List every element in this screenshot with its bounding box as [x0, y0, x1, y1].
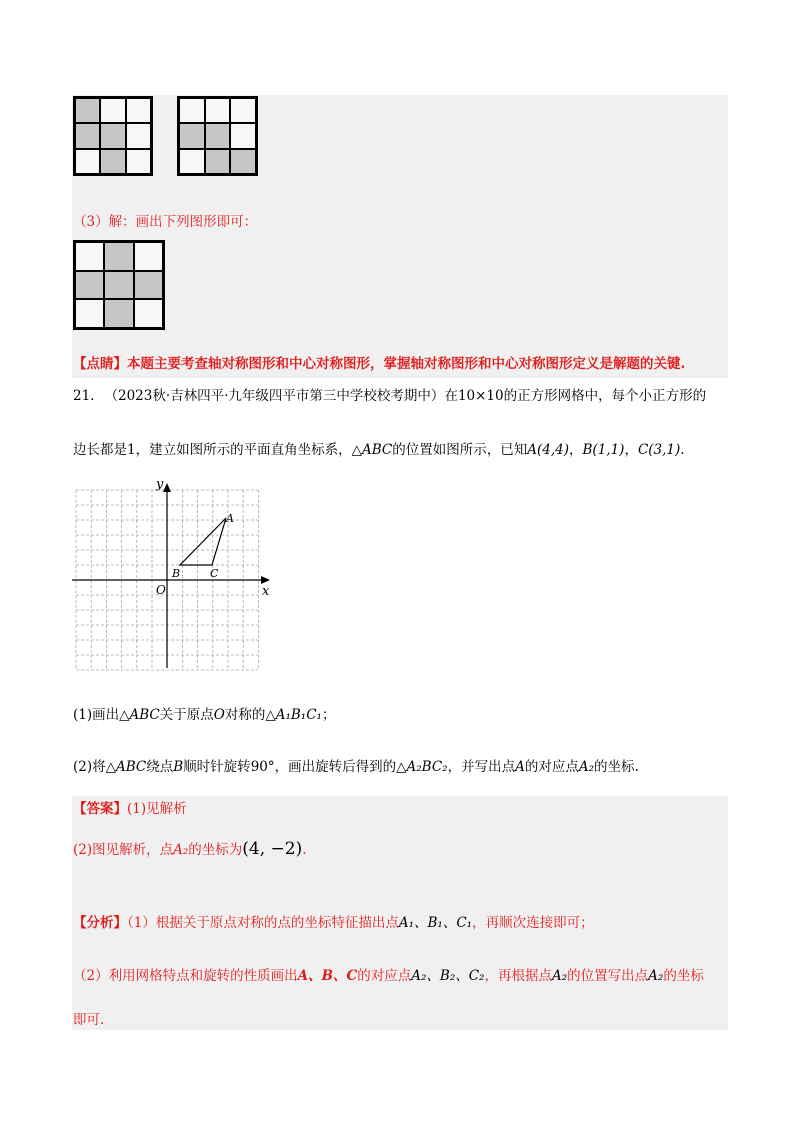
grid-cell-shaded — [104, 271, 133, 300]
grid-cell-shaded — [230, 149, 256, 174]
grid-cell — [230, 123, 256, 148]
grid-cell — [134, 242, 163, 271]
x-axis-arrow — [261, 576, 270, 584]
answer-line-2: (2)图见解析，点A₂的坐标为(4, −2). — [73, 839, 307, 859]
grid-cell — [205, 98, 231, 123]
grid-cell-shaded — [100, 149, 125, 174]
grid-cell — [75, 242, 104, 271]
grid-cell-shaded — [100, 123, 125, 148]
grid-cell — [75, 149, 100, 174]
grid-cell — [126, 123, 151, 148]
question-part-1: (1)画出△ABC关于原点O对称的△A₁B₁C₁； — [73, 707, 336, 723]
answer-label: 【答案】 — [73, 801, 127, 817]
analysis-line-1: 【分析】（1）根据关于原点对称的点的坐标特征描出点A₁、B₁、C₁，再顺次连接即可； — [73, 915, 594, 931]
axis-label-x: x — [262, 584, 270, 599]
vertex-label-b: B — [172, 567, 181, 580]
grid-cell — [230, 98, 256, 123]
y-axis-arrow — [163, 483, 171, 492]
triangle-abc: △ABC — [351, 442, 393, 458]
question-source: （2023秋·吉林四平·九年级四平市第三中学校校考期中） — [104, 388, 445, 404]
grid-cell-shaded — [205, 123, 231, 148]
point-c: C(3,1) — [637, 442, 681, 458]
solution-block-bottom — [72, 796, 728, 1030]
question-number: 21. — [73, 388, 95, 404]
grid-cell — [126, 98, 151, 123]
grid-figure-c — [73, 240, 165, 330]
question-part-2: (2)将△ABC绕点B顺时针旋转90°，画出旋转后得到的△A₂BC₂，并写出点A的对应点A₂的坐标. — [73, 759, 639, 775]
axis-label-y: y — [156, 478, 164, 492]
comment-label: 【点睛】 — [73, 356, 127, 372]
question-line-1: 21. （2023秋·吉林四平·九年级四平市第三中学校校考期中）在10×10的正方形网格中，每个小正方形的 — [73, 388, 707, 404]
grid-cell — [100, 98, 125, 123]
grid-cell — [126, 149, 151, 174]
grid-cell — [179, 98, 205, 123]
vertex-label-c: C — [210, 567, 219, 580]
question-line-2: 边长都是1，建立如图所示的平面直角坐标系，△ABC的位置如图所示，已知A(4,4)，B(1,1)，C(3,1). — [73, 442, 685, 458]
analysis-line-2: （2）利用网格特点和旋转的性质画出A、B、C的对应点A₂、B₂、C₂，再根据点A₂的位置写出点A₂的坐标 — [73, 968, 704, 984]
answer-line-1: 【答案】(1)见解析 — [73, 801, 187, 817]
grid-cell-shaded — [134, 271, 163, 300]
grid-cell — [134, 299, 163, 328]
triangle-abc-shape — [180, 518, 226, 565]
grid-cell-shaded — [75, 271, 104, 300]
rotation-angle: 90° — [250, 759, 275, 775]
grid-cell-shaded — [179, 123, 205, 148]
comment-line — [73, 355, 685, 373]
grid-figure-a — [73, 96, 153, 176]
grid-cell — [75, 299, 104, 328]
analysis-line-3: 即可. — [73, 1012, 105, 1028]
solution-block-top — [72, 95, 728, 378]
grid-size: 10×10 — [457, 388, 504, 404]
point-b: B(1,1) — [582, 442, 625, 458]
grid-cell — [179, 149, 205, 174]
analysis-label: 【分析】 — [73, 915, 127, 931]
grid-figure-b — [177, 96, 258, 176]
grid-cell-shaded — [75, 98, 100, 123]
target-a2bc2: △A₂BC₂ — [396, 759, 448, 775]
grid-cell-shaded — [104, 242, 133, 271]
comment-text: 本题主要考查轴对称图形和中心对称图形，掌握轴对称图形和中心对称图形定义是解题的关键. — [127, 356, 686, 372]
grid-cell-shaded — [205, 149, 231, 174]
answer-coordinate: (4, −2) — [242, 839, 303, 859]
target-a1b1c1: △A₁B₁C₁ — [265, 707, 322, 723]
point-a: A(4,4) — [527, 442, 569, 458]
grid-cell-shaded — [104, 299, 133, 328]
origin-label: O — [156, 583, 166, 597]
part3-answer: （3）解：画出下列图形即可： — [73, 214, 258, 230]
grid-cell-shaded — [75, 123, 100, 148]
vertex-label-a: A — [226, 512, 234, 525]
coordinate-figure — [68, 478, 280, 674]
